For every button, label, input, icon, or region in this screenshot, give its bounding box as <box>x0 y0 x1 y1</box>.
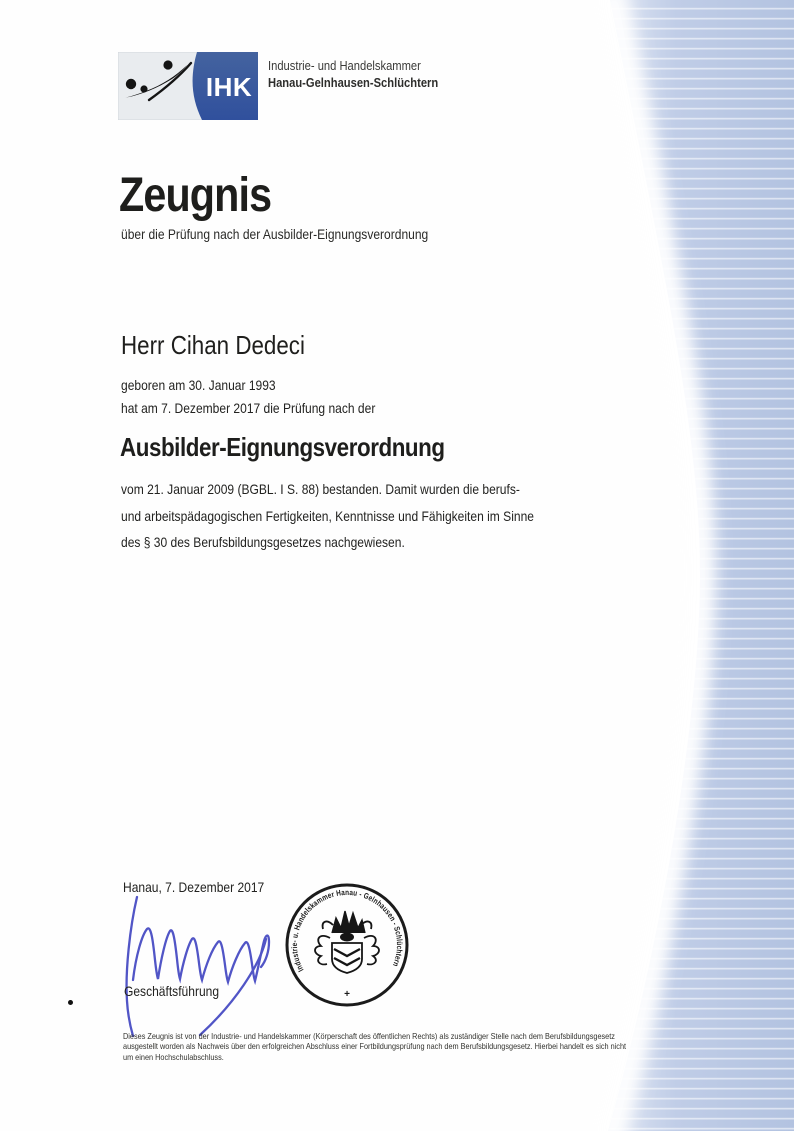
footnote-line: ausgestellt worden als Nachweis über den erfolgreichen Abschluss einer Fortbildungsprüfung nach dem Berufsbildungsgesetz. Hierbei handelt es sich nicht <box>123 1041 627 1052</box>
stamp-bottom-mark: + <box>344 989 350 1000</box>
document-subtitle: über die Prüfung nach der Ausbilder-Eignungsverordnung <box>121 226 429 242</box>
handwritten-signature <box>100 885 310 1045</box>
ihk-logo <box>118 52 258 120</box>
recipient-details <box>121 374 375 419</box>
stamp-ring-text: Industrie- u. Handelskammer Hanau - Gelnhausen - Schlüchtern <box>289 887 405 974</box>
chamber-round-stamp <box>282 880 412 1010</box>
regulation-heading: Ausbilder-Eignungsverordnung <box>120 432 445 462</box>
chamber-name-line1: Industrie- und Handelskammer <box>268 58 421 73</box>
footnote-line: um einen Hochschulabschluss. <box>123 1051 224 1062</box>
document-title: Zeugnis <box>119 169 272 222</box>
coat-of-arms-icon <box>315 911 379 973</box>
signer-role: Geschäftsführung <box>124 983 220 999</box>
birth-line: geboren am 30. Januar 1993 <box>121 377 276 393</box>
body-line: des § 30 des Berufsbildungsgesetzes nachgewiesen. <box>121 534 405 550</box>
regulation-body <box>121 476 534 556</box>
body-line: und arbeitspädagogischen Fertigkeiten, Kenntnisse und Fähigkeiten im Sinne <box>121 507 534 524</box>
place-date: Hanau, 7. Dezember 2017 <box>123 879 265 895</box>
ink-dot <box>68 1000 73 1005</box>
ihk-logo-abbr: IHK <box>205 72 253 102</box>
recipient-name: Herr Cihan Dedeci <box>121 330 305 360</box>
chamber-name-line2: Hanau-Gelnhausen-Schlüchtern <box>268 74 439 90</box>
legal-footnote <box>123 1031 626 1062</box>
exam-line: hat am 7. Dezember 2017 die Prüfung nach der <box>121 399 376 416</box>
body-line: vom 21. Januar 2009 (BGBL. I S. 88) bestanden. Damit wurden die berufs- <box>121 481 520 497</box>
chamber-name-block <box>268 58 438 91</box>
footnote-line: Dieses Zeugnis ist von der Industrie- und Handelskammer (Körperschaft des öffentlichen Rechts) als zuständiger Stelle nach dem Berufsbildungsgesetz <box>123 1031 615 1041</box>
